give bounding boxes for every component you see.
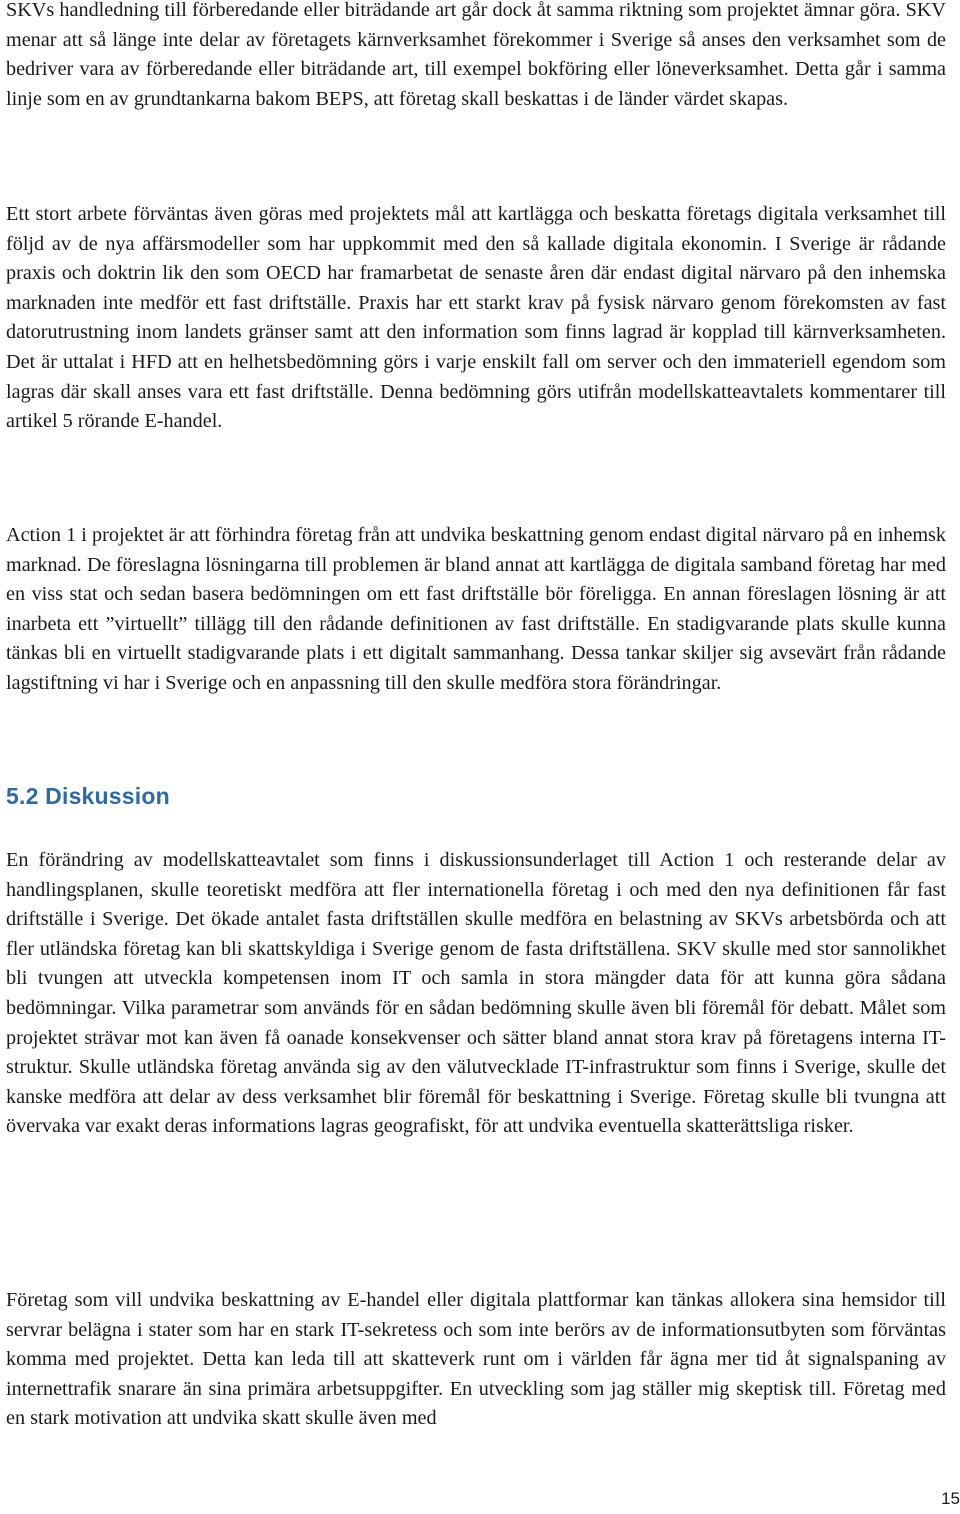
section-heading: 5.2 Diskussion [6, 783, 170, 809]
paragraph-discussion: En förändring av modellskatteavtalet som finns i diskussionsunderlaget till Action 1 och resterande delar av handlingsplanen, skulle teoretiskt medföra att fler internationella företag i och med den nya definitionen får fast driftställe i Sverige. Det ökade antalet fasta driftställen skulle medföra en belastning av SKVs arbetsbörda och att fler utländska företag kan bli skattskyldiga i Sverige genom de fasta driftställena. SKV skulle med stor sannolikhet bli tvungen att utveckla kompetensen inom IT och samla in stora mängder data för att kunna göra sådana bedömningar. Vilka parametrar som används för en sådan bedömning skulle även bli föremål för debatt. Målet som projektet strävar mot kan även få oanade konsekvenser och sätter bland annat stora krav på företagens interna IT-struktur. Skulle utländska företag använda sig av den välutvecklade IT-infrastruktur som finns i Sverige, skulle det kanske medföra att delar av dess verksamhet blir föremål för beskattning i Sverige. Företag skulle bli tvungna att övervaka var exakt deras informations lagras geografiskt, för att undvika eventuella skatterättsliga risker. [6, 849, 946, 1138]
paragraph-skv-guidance: SKVs handledning till förberedande eller biträdande art går dock åt samma riktning som projektet ämnar göra. SKV menar att så länge inte delar av företagets kärnverksamhet förekommer i Sverige så anses den verksamhet som de bedriver vara av förberedande eller biträdande art, till exempel bokföring eller löneverksamhet. Detta går i samma linje som en av grundtankarna bakom BEPS, att företag skall beskattas i de länder värdet skapas. [6, 0, 946, 110]
paragraph-digital-economy: Ett stort arbete förväntas även göras med projektets mål att kartlägga och beskatta företags digitala verksamhet till följd av de nya affärsmodeller som har uppkommit med den så kallade digitala ekonomin. I Sverige är rådande praxis och doktrin lik den som OECD har framarbetat de senaste åren där endast digital närvaro på den inhemska marknaden inte medför ett fast driftställe. Praxis har ett starkt krav på fysisk närvaro genom förekomsten av fast datorutrustning inom landets gränser samt att den information som finns lagrad är kopplad till kärnverksamheten. Det är uttalat i HFD att en helhetsbedömning görs i varje enskilt fall om server och den immateriell egendom som lagras där skall anses vara ett fast driftställe. Denna bedömning görs utifrån modellskatteavtalets kommentarer till artikel 5 rörande E-handel. [6, 203, 946, 433]
page-number: 15 [941, 1489, 960, 1508]
paragraph-action-1: Action 1 i projektet är att förhindra företag från att undvika beskattning genom endast digital närvaro på en inhemsk marknad. De föreslagna lösningarna till problemen är bland annat att kartlägga de digitala samband företag har med en viss stat och sedan basera bedömningen om ett fast driftställe bör föreligga. En annan föreslagen lösning är att inarbeta ett ”virtuellt” tillägg till den rådande definitionen av fast driftställe. En stadigvarande plats skulle kunna tänkas bli en virtuellt stadigvarande plats i ett digitalt sammanhang. Dessa tankar skiljer sig avsevärt från rådande lagstiftning vi har i Sverige och en anpassning till den skulle medföra stora förändringar. [6, 524, 946, 694]
paragraph-e-commerce: Företag som vill undvika beskattning av E-handel eller digitala plattformar kan tänkas allokera sina hemsidor till servrar belägna i stater som har en stark IT-sekretess och som inte berörs av de informationsutbyten som förväntas komma med projektet. Detta kan leda till att skatteverk runt om i världen får ägna mer tid åt signalspaning av internettrafik snarare än sina primära arbetsuppgifter. En utveckling som jag ställer mig skeptisk till. Företag med en stark motivation att undvika skatt skulle även med [6, 1289, 946, 1430]
